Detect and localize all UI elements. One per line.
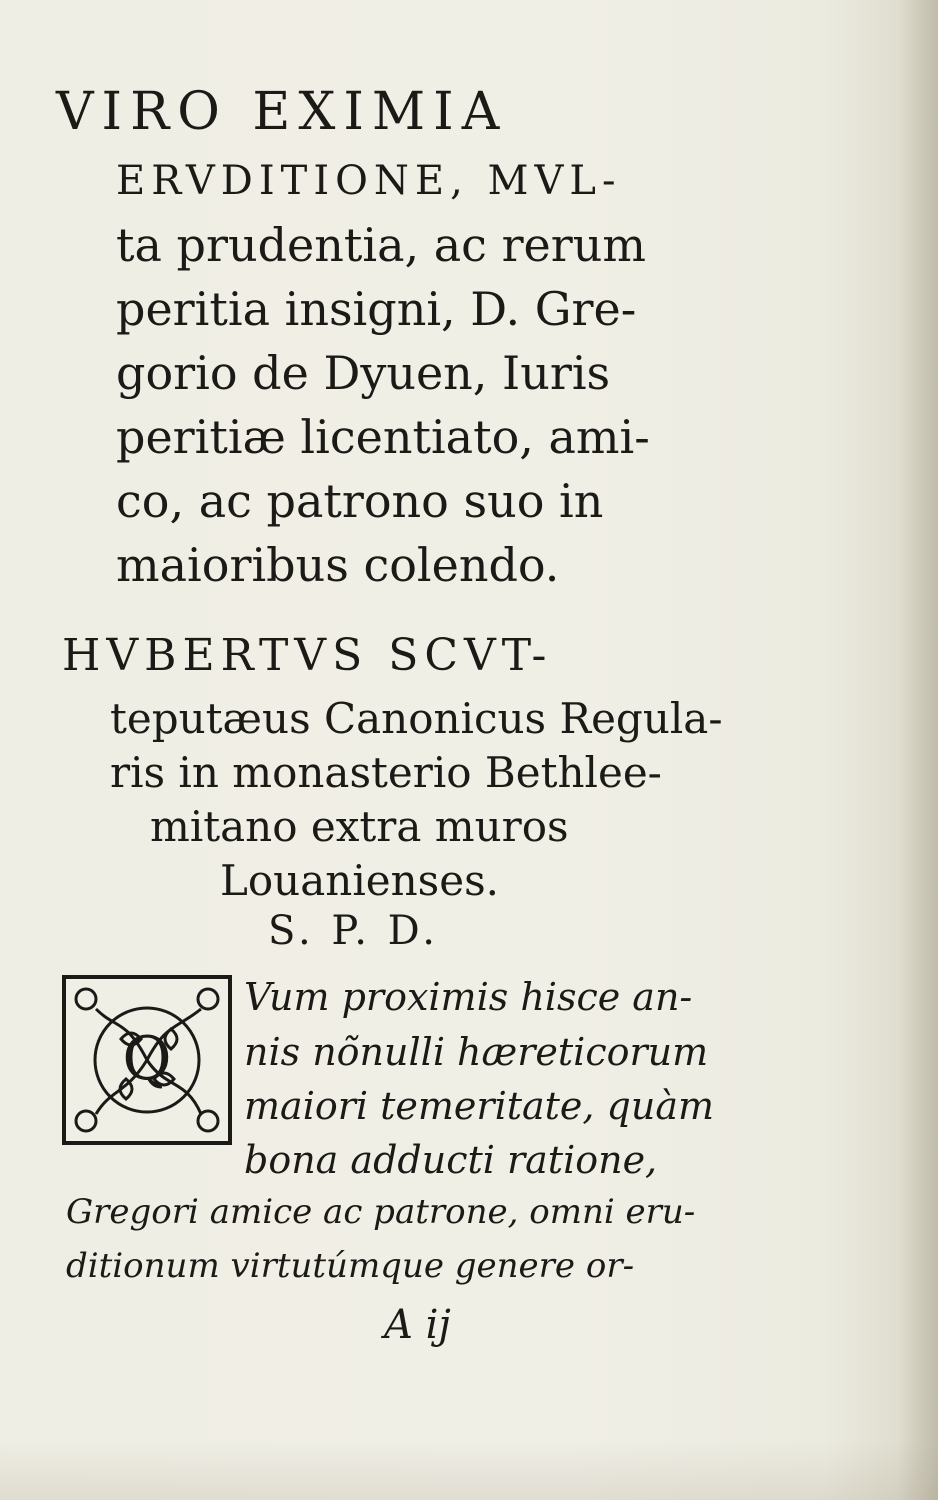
letter-line-5: Gregori amice ac patrone, omni eru- [66, 1192, 696, 1232]
initial-letter: Q [122, 1024, 172, 1094]
dedication-line-4: peritia insigni, D. Gre- [116, 282, 637, 336]
letter-line-2: nis nõnulli hæreticorum [244, 1030, 709, 1074]
dedication-line-1: VIRO EXIMIA [56, 82, 508, 142]
letter-line-3: maiori temeritate, quàm [244, 1084, 715, 1128]
author-line-5: Louanienses. [220, 856, 499, 905]
page-edge-shadow [898, 0, 938, 1500]
signature-mark: A ij [384, 1302, 451, 1348]
author-line-3: ris in monasterio Bethlee- [110, 748, 662, 797]
dedication-line-6: peritiæ licentiato, ami- [116, 410, 650, 464]
decorated-initial [62, 975, 232, 1145]
floral-ornament-icon [66, 979, 228, 1141]
dedication-line-5: gorio de Dyuen, Iuris [116, 346, 611, 400]
author-line-1: HVBERTVS SCVT- [62, 630, 553, 681]
dedication-line-2: ERVDITIONE, MVL- [116, 158, 622, 204]
dedication-line-3: ta prudentia, ac rerum [116, 218, 647, 272]
author-line-2: teputæus Canonicus Regula- [110, 694, 723, 743]
dedication-line-7: co, ac patrono suo in [116, 474, 604, 528]
page-bottom-shadow [0, 1440, 938, 1500]
author-line-4: mitano extra muros [150, 802, 569, 851]
letter-line-1: Vum proximis hisce an- [244, 975, 693, 1019]
letter-line-6: ditionum virtutúmque genere or- [66, 1246, 635, 1286]
letter-line-4: bona adducti ratione, [244, 1138, 658, 1182]
salutation: S. P. D. [268, 908, 440, 954]
dedication-line-8: maioribus colendo. [116, 538, 560, 592]
